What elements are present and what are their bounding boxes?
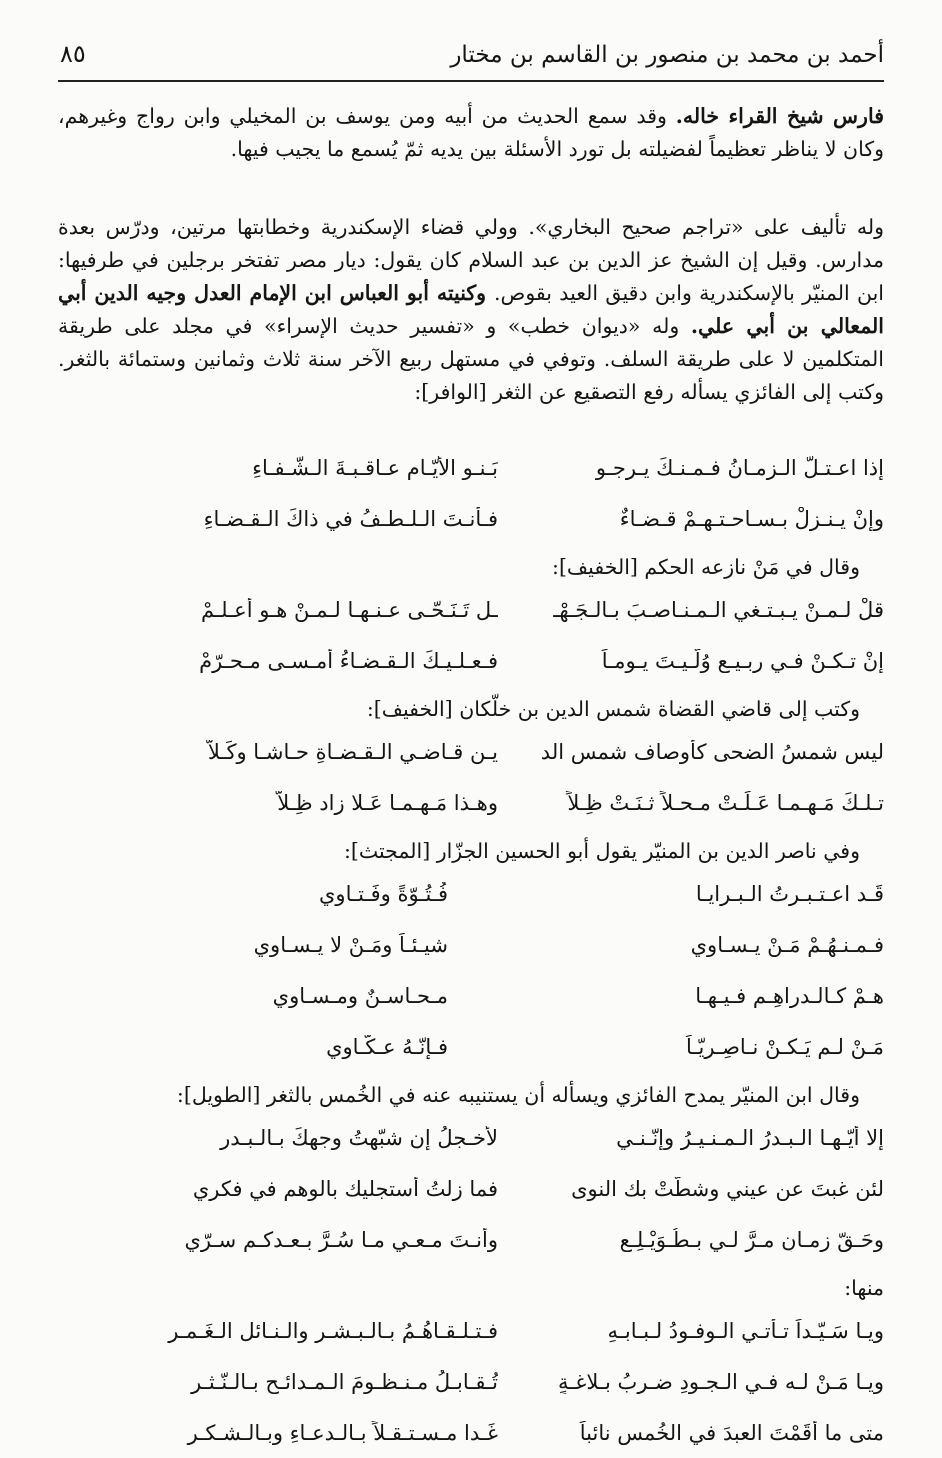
verse-hemistich-second: ـلِ تَـنَـحّـى عـنـهـا لـمـنْ هـو أعـلـمْ	[200, 597, 498, 622]
verse-line	[58, 1021, 884, 1072]
verse-hemistich-first: إنْ تـكـنْ فـي ربـيـعٍ وُلّـيـتَ يـومـاً	[601, 648, 884, 673]
verse-hemistich-second: وأنـتَ مـعـي مـا سُـرَّ بـعـدكـم سـرّي	[184, 1227, 498, 1252]
paragraph-text: وقد سمع الحديث من أبيه ومن يوسف بن المخيلي وابن رواج وغيرهم، وكان لا يناظر تعظيماً لفضيلته بل تورد الأسئلة بين يديه ثمّ يُسمع ما يجيب فيها.	[58, 104, 884, 161]
verse-hemistich-first: متى ما أقَمْتَ العبدَ في الخُمس نائباً	[579, 1420, 884, 1445]
verse-hemistich-second: فـعـلـيـكَ الـقـضـاءُ أمـسـى مـحـرّمْ	[199, 648, 498, 673]
verse-hemistich-second: فما زلتُ أستجليك بالوهم في فكري	[192, 1176, 498, 1201]
poem-3	[58, 726, 884, 828]
verse-hemistich-second: فـأنـتَ الـلـطـفُ في ذاكَ الـقـضـاءِ	[203, 506, 498, 531]
verse-line	[58, 1407, 884, 1458]
bold-phrase: وكنيته أبو العباس ابن الإمام العدل وجيه الدين أبي المعالي بن أبي علي.	[58, 281, 884, 338]
page-body	[58, 100, 884, 1458]
verse-hemistich-first: لئن غبتَ عن عيني وشطّتْ بك النوى	[571, 1176, 884, 1201]
verse-hemistich-first: تـلـكَ مَـهـمـا عَـلَـتْ مـحـلاً ثـنَـتْ ظِـلاً	[567, 790, 884, 815]
poem-intro: وفي ناصر الدين بن المنيّر يقول أبو الحسين الجزّار [المجتث]:	[343, 839, 860, 863]
verse-line	[58, 868, 884, 919]
paragraph-2	[58, 211, 884, 442]
verse-hemistich-first: فـمـنـهُـمْ مَـنْ يـسـاوي	[690, 932, 884, 957]
verse-hemistich-second: يـنِ قـاضـي الـقـضـاةِ حـاشـا وكَـلاّ	[207, 739, 498, 764]
poem-2	[58, 584, 884, 686]
verse-line	[58, 970, 884, 1021]
running-title: أحمد بن محمد بن منصور بن القاسم بن مختار	[450, 42, 884, 68]
poem-intro: وكتب إلى قاضي القضاة شمس الدين بن خلّكان [الخفيف]:	[366, 697, 860, 721]
poem-intro: وقال في مَنْ نازعه الحكم [الخفيف]:	[552, 555, 860, 579]
poem-6	[58, 1305, 884, 1458]
verse-hemistich-first: هـمْ كـالـدراهِـمِ فـيـهـا	[695, 983, 884, 1008]
poem-intro: وقال ابن المنيّر يمدح الفائزي ويسأله أن يستنيبه عنه في الخُمس بالثغر [الطويل]:	[176, 1083, 860, 1107]
verse-line	[58, 726, 884, 777]
verse-hemistich-second: مـحـاسـنٌ ومـسـاوي	[272, 983, 448, 1008]
verse-line	[58, 493, 884, 544]
verse-line	[58, 584, 884, 635]
verse-hemistich-second: فُـتُـوّةً وفَـتـاوي	[318, 881, 448, 906]
poem-intro: منها:	[844, 1276, 884, 1300]
verse-line	[58, 777, 884, 828]
verse-hemistich-second: فـإنّـهُ عـكّـاوي	[326, 1034, 448, 1059]
verse-line	[58, 1112, 884, 1163]
paragraph-text: وله تأليف على «تراجم صحيح البخاري». وولي قضاء الإسكندرية وخطابتها مرتين، ودرّس بعدة مدارس. وقيل إن الشيخ عز الدين بن عبد السلام كان يقول: ديار مصر تفتخر برجلين في طرفيها: ابن المنيّر بالإسكندرية وابن دقيق العيد بقوص.	[58, 215, 884, 305]
bold-phrase: فارس شيخ القراء خاله.	[675, 104, 884, 128]
verse-line	[58, 1214, 884, 1265]
verse-line	[58, 919, 884, 970]
poem-5	[58, 1112, 884, 1265]
verse-hemistich-second: تُـقـابـلُ مـنـظـومَ الـمـدائـحِ بـالـنّـثـرِ	[191, 1369, 498, 1394]
verse-hemistich-first: ويـا مَـنْ لـه فـي الـجـودِ ضـربُ بـلاغـةٍ	[557, 1369, 884, 1394]
verse-line	[58, 1305, 884, 1356]
verse-hemistich-first: ليس شمسُ الضحى كأوصاف شمس الد	[540, 739, 884, 764]
paragraph-1	[58, 100, 884, 199]
verse-hemistich-first: ويـا سَـيّـداً تـأتـي الـوفـودُ لـبـابـهِ	[607, 1318, 884, 1343]
page-number: ٨٥	[60, 40, 86, 68]
verse-line	[58, 1356, 884, 1407]
verse-hemistich-second: لأخـجلُ إن شبّهتُ وجهكَ بـالـبـدرِ	[220, 1125, 498, 1150]
verse-hemistich-first: إلا أيّـهـا الـبـدرُ الـمـنـيـرُ وإنّـنـي	[616, 1125, 884, 1150]
verse-hemistich-first: مَـنْ لـم يَـكـنْ نـاصِـريّـاً	[685, 1034, 884, 1059]
verse-hemistich-first: قلْ لـمـنْ يـبـتـغي الـمـنـاصـبَ بـالـجَـهْـ	[553, 597, 884, 622]
verse-hemistich-second: وهـذا مَـهـمـا عَـلا زاد ظِـلاّ	[277, 790, 498, 815]
verse-hemistich-second: غَـدا مـسـتـقـلاً بـالـدعـاءِ وبـالـشـكـرِ	[187, 1420, 498, 1445]
verse-line	[58, 442, 884, 493]
page-header	[58, 40, 884, 82]
verse-hemistich-second: فـتـلـقـاهُـمُ بـالـبـشـرِ والـنـائلِ الـغَـمـرِ	[168, 1318, 498, 1343]
verse-line	[58, 1163, 884, 1214]
paragraph-text: وله «ديوان خطب» و «تفسير حديث الإسراء» في مجلد على طريقة المتكلمين لا على طريقة السلف. وتوفي في مستهل ربيع الآخر سنة ثلاث وثمانين وستمائة بالثغر. وكتب إلى الفائزي يسأله رفع التصقيع عن الثغر [الوافر]:	[58, 314, 884, 404]
verse-line	[58, 635, 884, 686]
poem-1	[58, 442, 884, 544]
verse-hemistich-first: إذا اعـتـلَّ الـزمـانُ فـمـنـكَ يـرجـو	[595, 455, 884, 480]
verse-hemistich-second: بَـنـو الأيّـامِ عـاقـبـةَ الـشّـفـاءِ	[252, 455, 498, 480]
verse-hemistich-first: وإنْ يـنـزلْ بـسـاحـتـهـمْ قـضـاءٌ	[619, 506, 884, 531]
verse-hemistich-first: قَـد اعـتـبـرتُ الـبـرايـا	[695, 881, 884, 906]
poem-4	[58, 868, 884, 1072]
verse-hemistich-second: شيـئـاً ومَـنْ لا يـسـاوي	[253, 932, 448, 957]
verse-hemistich-first: وحَـقّ زمـانٍ مـرَّ لـي بـطُـوَيْـلِـعٍ	[619, 1227, 884, 1252]
